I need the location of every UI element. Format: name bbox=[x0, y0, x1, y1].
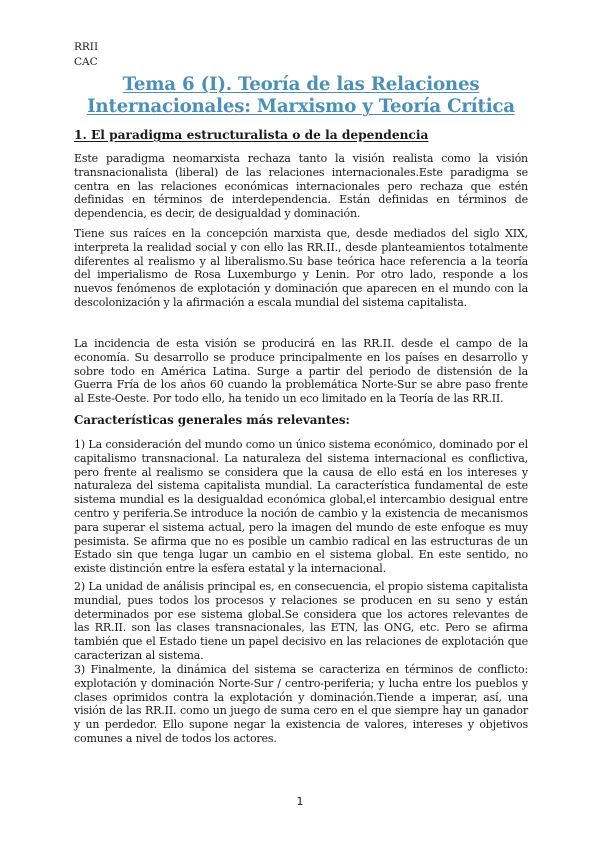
document-title: Tema 6 (I). Teoría de las Relaciones Internacionales: Marxismo y Teoría Crítica bbox=[87, 74, 515, 117]
page-number: 1 bbox=[296, 795, 304, 808]
header-author-code: CAC bbox=[74, 56, 98, 68]
paragraph-intro: Este paradigma neomarxista rechaza tanto la visión realista como la visión transnacionalista (liberal) de las relaciones internacionales.Este paradigma se centra en las relaciones económicas internacionales pero rechaza que estén definidas en términos de interdependencia. Están definidas en términos de dependencia, es decir, de desigualdad y dominación. bbox=[74, 152, 528, 221]
section-heading: 1. El paradigma estructuralista o de la dependencia bbox=[74, 128, 429, 142]
characteristic-item-3: 3) Finalmente, la dinámica del sistema se caracteriza en términos de conflicto: explotación y dominación Norte-Sur / centro-periferia; y lucha entre los pueblos y clases oprimidos contra la explotación y dominación.Tiende a imperar, así, una visión de las RR.II. como un juego de suma cero en el que siempre hay un ganador y un perdedor. Ello supone negar la existencia de valores, intereses y objetivos comunes a nivel de todos los actores. bbox=[74, 663, 528, 745]
paragraph-roots: Tiene sus raíces en la concepción marxista que, desde mediados del siglo XIX, interpreta la realidad social y con ello las RR.II., desde planteamientos totalmente diferentes al realismo y al liberalismo.Su base teórica hace referencia a la teoría del imperialismo de Rosa Luxemburgo y Lenin. Por otro lado, responde a los nuevos fenómenos de explotación y dominación que aparecen en el mundo con la descolonización y la afirmación a escala mundial del sistema capitalista. bbox=[74, 227, 528, 309]
document-header bbox=[74, 40, 98, 70]
header-course-code: RRII bbox=[74, 41, 99, 53]
characteristics-heading: Características generales más relevantes: bbox=[74, 413, 350, 427]
characteristic-item-1: 1) La consideración del mundo como un único sistema económico, dominado por el capitalismo transnacional. La naturaleza del sistema internacional es conflictiva, pero frente al realismo se considera que la causa de ello está en los intereses y naturaleza del sistema capitalista mundial. La característica fundamental de este sistema mundial es la desigualdad económica global,el intercambio desigual entre centro y periferia.Se introduce la noción de cambio y la existencia de mecanismos para superar el sistema actual, pero la imagen del mundo de este enfoque es muy pesimista. Se afirma que no es posible un cambio radical en las estructuras de un Estado sin que tenga lugar un cambio en el sistema global. En este sentido, no existe distinción entre la esfera estatal y la internacional. bbox=[74, 438, 528, 576]
characteristic-item-2: 2) La unidad de análisis principal es, en consecuencia, el propio sistema capitalista mundial, pues todos los procesos y relaciones se producen en su seno y están determinados por ese sistema global.Se considera que los actores relevantes de las RR.II. son las clases transnacionales, las ETN, las ONG, etc. Pero se afirma también que el Estado tiene un papel decisivo en las relaciones de explotación que caracterizan al sistema. bbox=[74, 580, 528, 662]
paragraph-incidence: La incidencia de esta visión se producirá en las RR.II. desde el campo de la economía. Su desarrollo se produce principalmente en los países en desarrollo y sobre todo en América Latina. Surge a partir del periodo de distensión de la Guerra Fría de los años 60 cuando la problemática Norte-Sur se abre paso frente al Este-Oeste. Por todo ello, ha tenido un eco limitado en la Teoría de las RR.II. bbox=[74, 337, 528, 406]
